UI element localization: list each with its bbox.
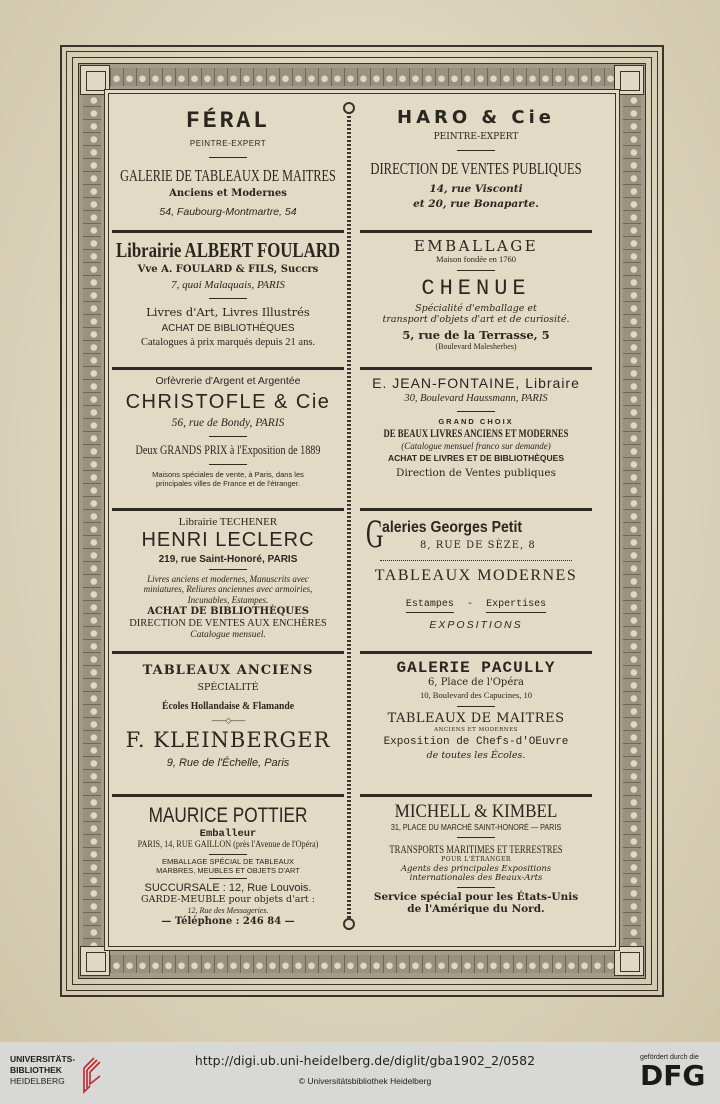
ad-sub: ANCIENS ET MODERNES bbox=[434, 726, 518, 733]
divider bbox=[457, 411, 495, 412]
wave-ornament-left bbox=[83, 94, 101, 946]
ad-michell-kimbel bbox=[360, 801, 592, 915]
ad-branch: SUCCURSALE : 12, Rue Louvois. bbox=[144, 882, 312, 895]
ad-desc: Spécialité d'emballage et bbox=[415, 303, 537, 315]
ad-address: PARIS, 14, RUE GAILLON (près l'Avenue de l'Opéra) bbox=[137, 840, 319, 851]
ad-line: (Catalogue mensuel franco sur demande) bbox=[401, 440, 551, 451]
ad-line: Librairie TECHENER bbox=[178, 516, 278, 528]
divider bbox=[209, 878, 247, 879]
ad-award: Deux GRANDS PRIX à l'Exposition de 1889 bbox=[135, 442, 321, 458]
wave-ornament-bottom bbox=[110, 955, 614, 973]
permalink-url[interactable]: http://digi.ub.uni-heidelberg.de/diglit/gba1902_2/0582 bbox=[194, 1053, 536, 1068]
dfg-funder-logo bbox=[640, 1054, 712, 1091]
ad-separator bbox=[112, 651, 344, 654]
ad-haro bbox=[360, 108, 592, 210]
ad-separator bbox=[112, 794, 344, 797]
chain-ring-top-icon bbox=[343, 102, 355, 114]
ad-maurice-pottier bbox=[112, 804, 344, 928]
ad-title: GALERIE PACULLY bbox=[396, 659, 556, 677]
ad-separator bbox=[112, 508, 344, 511]
copyright-notice: © Universitätsbibliothek Heidelberg bbox=[298, 1076, 432, 1086]
divider bbox=[209, 436, 247, 437]
ad-line: MARBRES, MEUBLES ET OBJETS D'ART bbox=[156, 865, 300, 875]
ad-line: EXPOSITIONS bbox=[429, 619, 523, 632]
ad-feral bbox=[112, 108, 344, 218]
ad-line: EMBALLAGE SPÉCIAL DE TABLEAUX bbox=[162, 857, 294, 867]
ad-title: CHRISTOFLE & Cie bbox=[125, 391, 331, 414]
ad-address: 9, Rue de l'Échelle, Paris bbox=[166, 756, 290, 769]
ad-title: FÉRAL bbox=[185, 108, 270, 134]
ad-line: Écoles Hollandaise & Flamande bbox=[161, 699, 295, 712]
ad-line: de toutes les Écoles. bbox=[426, 749, 526, 761]
divider bbox=[457, 150, 495, 151]
divider bbox=[209, 854, 247, 855]
ad-title: Librairie ALBERT FOULARD bbox=[115, 238, 341, 262]
ad-title: aleries Georges Petit bbox=[382, 519, 523, 536]
ad-address: 6, Place de l'Opéra bbox=[427, 677, 524, 689]
ad-desc: transport d'objets d'art et de curiosité. bbox=[382, 314, 570, 326]
ad-line: ACHAT DE BIBLIOTHÈQUES bbox=[147, 606, 309, 618]
ad-line: GRAND CHOIX bbox=[438, 417, 514, 427]
ad-founded: Maison fondée en 1760 bbox=[435, 254, 517, 265]
ad-address: 7, quai Malaquais, PARIS bbox=[171, 278, 285, 291]
ad-note: principales villes de France et de l'étranger. bbox=[155, 478, 300, 488]
funder-name: DFG bbox=[640, 1059, 706, 1092]
ad-heading: TABLEAUX ANCIENS bbox=[142, 663, 314, 678]
wave-ornament-right bbox=[623, 94, 641, 946]
ad-address-note: (Boulevard Malesherbes) bbox=[435, 342, 517, 352]
ad-galerie-pacully bbox=[360, 659, 592, 761]
ad-georges-petit bbox=[360, 511, 592, 632]
ad-christofle bbox=[112, 375, 344, 488]
ad-line: Anciens et Modernes bbox=[169, 188, 287, 200]
university-library-logo bbox=[10, 1054, 75, 1087]
ad-address: 219, rue Saint-Honoré, PARIS bbox=[158, 553, 298, 565]
chain-ring-bottom-icon bbox=[343, 918, 355, 930]
ad-chenue bbox=[360, 238, 592, 352]
ad-separator bbox=[360, 230, 592, 233]
ad-heading: DIRECTION DE VENTES PUBLIQUES bbox=[370, 159, 582, 179]
ad-title: F. KLEINBERGER bbox=[125, 727, 331, 752]
ad-title: MAURICE POTTIER bbox=[148, 804, 308, 827]
ad-separator bbox=[360, 367, 592, 370]
ad-service: de l'Amérique du Nord. bbox=[407, 903, 545, 916]
ad-successor: Vve A. FOULARD & FILS, Succrs bbox=[137, 264, 319, 276]
ad-jean-fontaine bbox=[360, 375, 592, 479]
divider bbox=[457, 837, 495, 838]
ad-address: et 20, rue Bonaparte. bbox=[413, 197, 539, 210]
ad-separator bbox=[360, 651, 592, 654]
ad-heading: TABLEAUX MODERNES bbox=[374, 567, 578, 584]
divider bbox=[457, 706, 495, 707]
ad-sub: SPÉCIALITÉ bbox=[197, 681, 259, 693]
divider bbox=[209, 157, 247, 158]
ad-separator bbox=[360, 794, 592, 797]
divider bbox=[457, 270, 495, 271]
ad-title: CHENUE bbox=[421, 276, 531, 302]
ad-kleinberger bbox=[112, 664, 344, 769]
ad-line: ACHAT DE LIVRES ET DE BIBLIOTHÈQUES bbox=[388, 452, 564, 463]
logo-text-line: HEIDELBERG bbox=[10, 1076, 65, 1086]
ad-address: 5, rue de la Terrasse, 5 bbox=[402, 328, 550, 343]
ad-service: Expertises bbox=[486, 599, 546, 613]
ad-line: Catalogues à prix marqués depuis 21 ans. bbox=[140, 337, 316, 348]
ad-address: 30, Boulevard Haussmann, PARIS bbox=[404, 393, 548, 405]
ad-storage-address: 12, Rue des Messageries. bbox=[187, 905, 269, 915]
ad-line: Livres d'Art, Livres Illustrés bbox=[146, 305, 310, 320]
ad-separator bbox=[360, 508, 592, 511]
ad-separator bbox=[112, 230, 344, 233]
ad-desc: internationales des Beaux-Arts bbox=[409, 873, 543, 884]
ad-heading: GALERIE DE TABLEAUX DE MAITRES bbox=[120, 165, 336, 185]
ad-heading: TABLEAUX DE MAITRES bbox=[387, 710, 565, 726]
wave-ornament-top bbox=[110, 68, 614, 86]
divider bbox=[209, 569, 247, 570]
ad-heading: EMBALLAGE bbox=[413, 237, 539, 255]
ad-storage: GARDE-MEUBLE pour objets d'art : bbox=[141, 894, 315, 906]
ad-service: Service spécial pour les États-Unis bbox=[373, 891, 579, 904]
divider bbox=[209, 464, 247, 465]
ad-desc: Agents des principales Expositions bbox=[400, 863, 552, 874]
ad-line: ACHAT DE BIBLIOTHÈQUES bbox=[161, 322, 295, 334]
wavy-rule bbox=[380, 558, 572, 561]
ad-line: DE BEAUX LIVRES ANCIENS ET MODERNES bbox=[383, 425, 569, 440]
ad-line: DIRECTION DE VENTES AUX ENCHÈRES bbox=[129, 617, 327, 629]
ad-desc: Livres anciens et modernes, Manuscrits avec bbox=[147, 574, 309, 585]
ad-separator-text: - bbox=[466, 599, 473, 611]
ornament-divider-icon: ——◇—— bbox=[211, 715, 245, 725]
ad-service: Estampes bbox=[406, 599, 454, 613]
ad-heading: TRANSPORTS MARITIMES ET TERRESTRES bbox=[389, 842, 563, 857]
library-book-mark-icon bbox=[78, 1054, 108, 1096]
ad-title: E. JEAN-FONTAINE, Libraire bbox=[372, 375, 580, 391]
ad-line: Direction de Ventes publiques bbox=[396, 466, 556, 479]
ad-address: 56, rue de Bondy, PARIS bbox=[171, 417, 285, 430]
ad-trade: Emballeur bbox=[199, 828, 257, 841]
ad-desc: miniatures, Reliures anciennes avec armoiries, bbox=[143, 584, 313, 595]
ad-address: 14, rue Visconti bbox=[429, 182, 523, 195]
ad-albert-foulard bbox=[112, 238, 344, 349]
ad-initial: G bbox=[366, 511, 384, 556]
logo-text-line: BIBLIOTHEK bbox=[10, 1065, 62, 1075]
logo-text-line: UNIVERSITÄTS- bbox=[10, 1054, 76, 1064]
ad-title: HARO & Cie bbox=[397, 107, 555, 128]
ad-title: MICHELL & KIMBEL bbox=[394, 801, 558, 822]
ad-address: 8, RUE DE SÈZE, 8 bbox=[420, 540, 536, 551]
ad-phone: — Téléphone : 246 84 — bbox=[161, 916, 295, 928]
ad-note: Maisons spéciales de vente, à Paris, dans les bbox=[152, 470, 304, 480]
ad-desc: Incunables, Estampes. bbox=[187, 594, 269, 605]
ad-address: 54, Faubourg-Montmartre, 54 bbox=[159, 205, 297, 218]
funder-label: gefördert durch die bbox=[640, 1054, 699, 1061]
ad-subtitle: PEINTRE-EXPERT bbox=[189, 139, 267, 149]
ad-address: 10, Boulevard des Capucines, 10 bbox=[420, 689, 532, 700]
ad-separator bbox=[112, 367, 344, 370]
ad-sub: POUR L'ÉTRANGER bbox=[441, 855, 511, 863]
ad-title: HENRI LECLERC bbox=[141, 528, 315, 551]
divider bbox=[457, 887, 495, 888]
library-footer bbox=[0, 1042, 720, 1104]
ad-line: Exposition de Chefs-d'OEuvre bbox=[383, 735, 569, 748]
ad-address: 31, PLACE DU MARCHÉ SAINT-HONORÉ — PARIS bbox=[390, 822, 562, 832]
divider bbox=[209, 298, 247, 299]
ad-line: Orfèvrerie d'Argent et Argentée bbox=[155, 375, 301, 387]
ad-subtitle: PEINTRE-EXPERT bbox=[433, 131, 519, 142]
ad-line: Catalogue mensuel. bbox=[190, 629, 266, 640]
ad-henri-leclerc bbox=[112, 516, 344, 641]
